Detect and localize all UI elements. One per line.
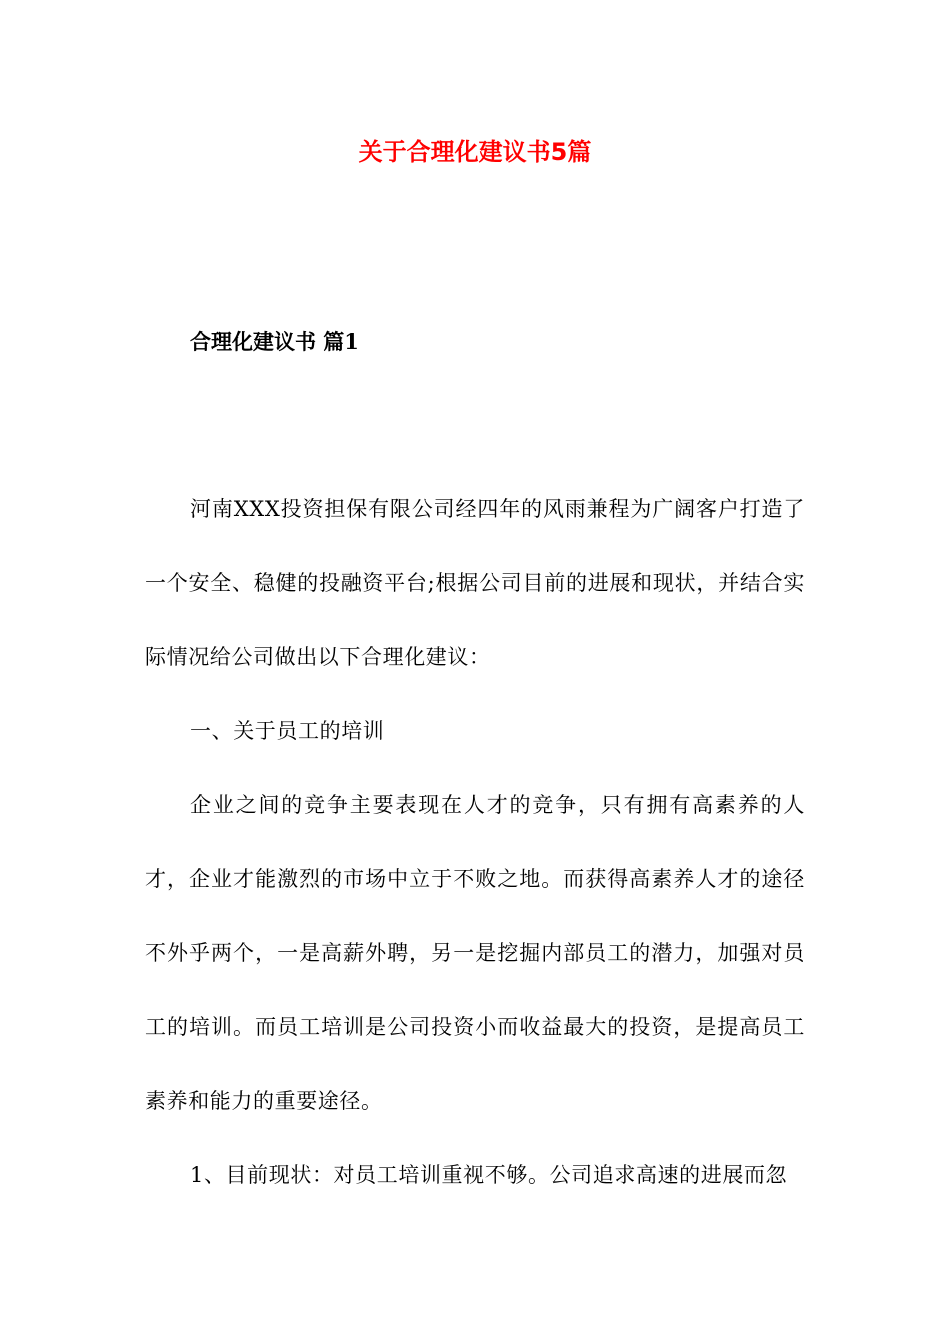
training-paragraph: 企业之间的竞争主要表现在人才的竞争，只有拥有高素养的人才，企业才能激烈的市场中立于不败之地。而获得高素养人才的途径不外乎两个，一是高薪外聘，另一是挖掘内部员工的潜力，加强对员工的培训。而员工培训是公司投资小而收益最大的投资，是提高员工素养和能力的重要途径。: [145, 793, 805, 1113]
subheading-training: 一、关于员工的培训: [190, 719, 385, 743]
current-status-paragraph: 1、目前现状：对员工培训重视不够。公司追求高速的进展而忽: [190, 1163, 788, 1187]
section-heading: 合理化建议书 篇1: [190, 329, 359, 354]
intro-paragraph: 河南XXX投资担保有限公司经四年的风雨兼程为广阔客户打造了一个安全、稳健的投融资平台;根据公司目前的进展和现状，并结合实际情况给公司做出以下合理化建议：: [145, 497, 805, 669]
document-body: [145, 472, 805, 1212]
document-title: 关于合理化建议书5篇: [358, 138, 592, 166]
